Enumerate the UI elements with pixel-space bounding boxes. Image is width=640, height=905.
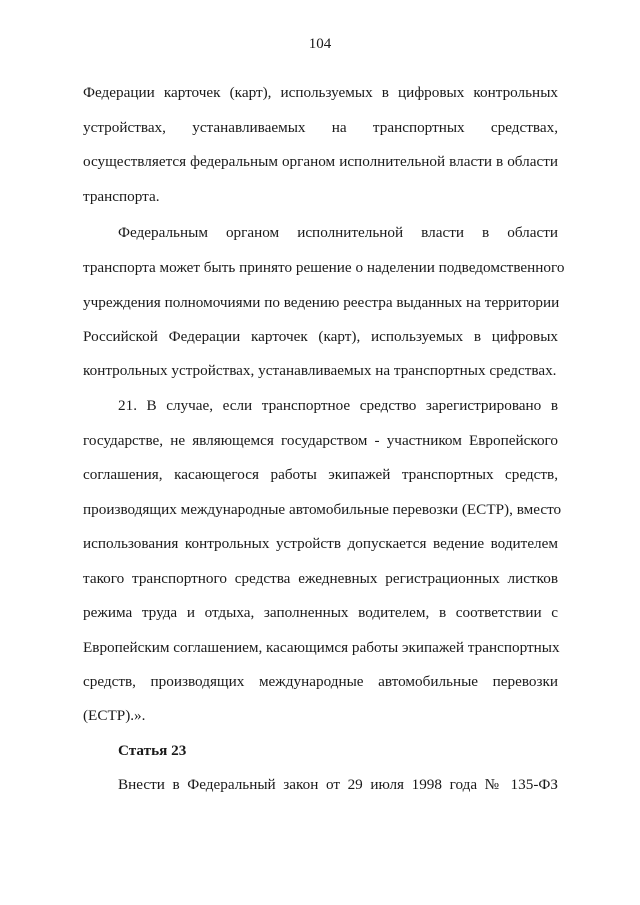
- text-line: Европейским соглашением, касающимся работы экипажей транспортных: [83, 639, 560, 656]
- article-heading: Статья 23: [118, 742, 187, 759]
- text-line: производящих международные автомобильные перевозки (ЕСТР), вместо: [83, 501, 562, 518]
- text-line: Российской Федерации карточек (карт), используемых в цифровых: [83, 328, 558, 345]
- text-line: контрольных устройствах, устанавливаемых на транспортных средствах.: [83, 362, 557, 379]
- text-line: Федерации карточек (карт), используемых в цифровых контрольных: [83, 84, 558, 101]
- text-line: осуществляется федеральным органом исполнительной власти в области: [83, 153, 558, 170]
- text-line: соглашения, касающегося работы экипажей транспортных средств,: [83, 466, 558, 483]
- text-line: такого транспортного средства ежедневных регистрационных листков: [83, 570, 558, 587]
- text-line: Внести в Федеральный закон от 29 июля 1998 года № 135-ФЗ: [118, 776, 558, 793]
- text-line: устройствах, устанавливаемых на транспортных средствах,: [83, 119, 558, 136]
- text-line: Федеральным органом исполнительной власти в области: [118, 224, 558, 241]
- text-line: средств, производящих международные автомобильные перевозки: [83, 673, 558, 690]
- text-line: (ЕСТР).».: [83, 707, 146, 724]
- text-line: использования контрольных устройств допускается ведение водителем: [83, 535, 558, 552]
- text-line: режима труда и отдыха, заполненных водителем, в соответствии с: [83, 604, 558, 621]
- page-number: 104: [308, 36, 332, 52]
- text-line: учреждения полномочиями по ведению реестра выданных на территории: [83, 294, 560, 311]
- text-line: транспорта.: [83, 188, 160, 205]
- text-line: 21. В случае, если транспортное средство зарегистрировано в: [118, 397, 558, 414]
- text-line: государстве, не являющемся государством - участником Европейского: [83, 432, 558, 449]
- text-line: транспорта может быть принято решение о наделении подведомственного: [83, 259, 565, 276]
